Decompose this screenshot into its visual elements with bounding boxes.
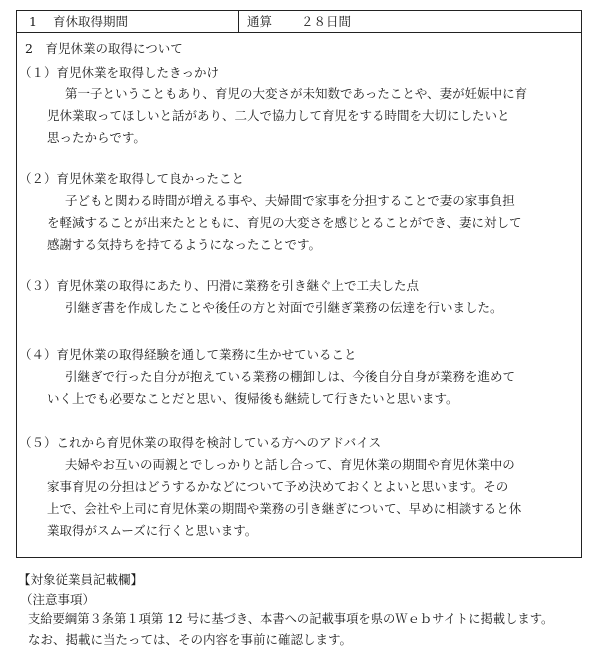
item-text-line: 夫婦やお互いの両親とでしっかりと話し合って、育児休業の期間や育児休業中の: [65, 457, 515, 472]
item-text-line: 思ったからです。: [47, 130, 146, 145]
note-line: なお、掲載に当たっては、その内容を事前に確認します。: [28, 632, 353, 647]
notes-title: （注意事項）: [20, 592, 96, 607]
item-text-line: 引継ぎ書を作成したことや後任の方と対面で引継ぎ業務の伝達を行いました。: [65, 300, 503, 315]
report-table: [16, 10, 582, 558]
item-heading: （３）育児休業の取得にあたり、円滑に業務を引き継ぐ上で工夫した点: [19, 278, 420, 293]
item-text-line: 子どもと関わる時間が増える事や、夫婦間で家事を分担することで妻の家事負担: [65, 193, 515, 208]
row-number: 1: [29, 14, 37, 29]
leave-period-row: [17, 11, 581, 33]
item-text-line: 引継ぎで行った自分が抱えている業務の棚卸しは、今後自分自身が業務を進めて: [65, 369, 516, 384]
leave-period-value-cell: [239, 11, 581, 32]
item-heading: （５）これから育児休業の取得を検討している方へのアドバイス: [19, 435, 382, 450]
leave-period-value: ２８日間: [301, 14, 352, 29]
item-text-line: 上で、会社や上司に育児休業の期間や業務の引き継ぎについて、早めに相談すると休: [47, 501, 522, 516]
item-text-line: 感謝する気持ちを持てるようになったことです。: [47, 237, 322, 252]
item-text-line: を軽減することが出来たとともに、育児の大変さを感じとることができ、妻に対して: [47, 215, 522, 230]
item-text-line: いく上でも必要なことだと思い、復帰後も継続して行きたいと思います。: [47, 391, 459, 406]
section-title: 2 育児休業の取得について: [25, 41, 183, 56]
leave-period-total-label: 通算: [247, 14, 273, 29]
item-heading: （２）育児休業を取得して良かったこと: [19, 171, 245, 186]
item-text-line: 業取得がスムーズに行くと思います。: [47, 523, 258, 538]
note-line: 支給要綱第３条第１項第 12 号に基づき、本書への記載事項を県のＷｅｂサイトに掲載します。: [28, 612, 554, 626]
employee-section-heading: 【対象従業員記載欄】: [18, 572, 144, 587]
leave-period-label: 育休取得期間: [53, 14, 129, 29]
item-text-line: 第一子ということもあり、育児の大変さが未知数であったことや、妻が妊娠中に育: [65, 86, 528, 101]
item-heading: （４）育児休業の取得経験を通して業務に生かせていること: [19, 347, 357, 362]
leave-period-label-cell: [17, 11, 239, 32]
item-text-line: 児休業取ってほしいと話があり、二人で協力して育児をする時間を大切にしたいと: [47, 108, 510, 123]
item-heading: （１）育児休業を取得したきっかけ: [19, 65, 220, 80]
item-text-line: 家事育児の分担はどうするかなどについて予め決めておくとよいと思います。その: [47, 479, 509, 494]
